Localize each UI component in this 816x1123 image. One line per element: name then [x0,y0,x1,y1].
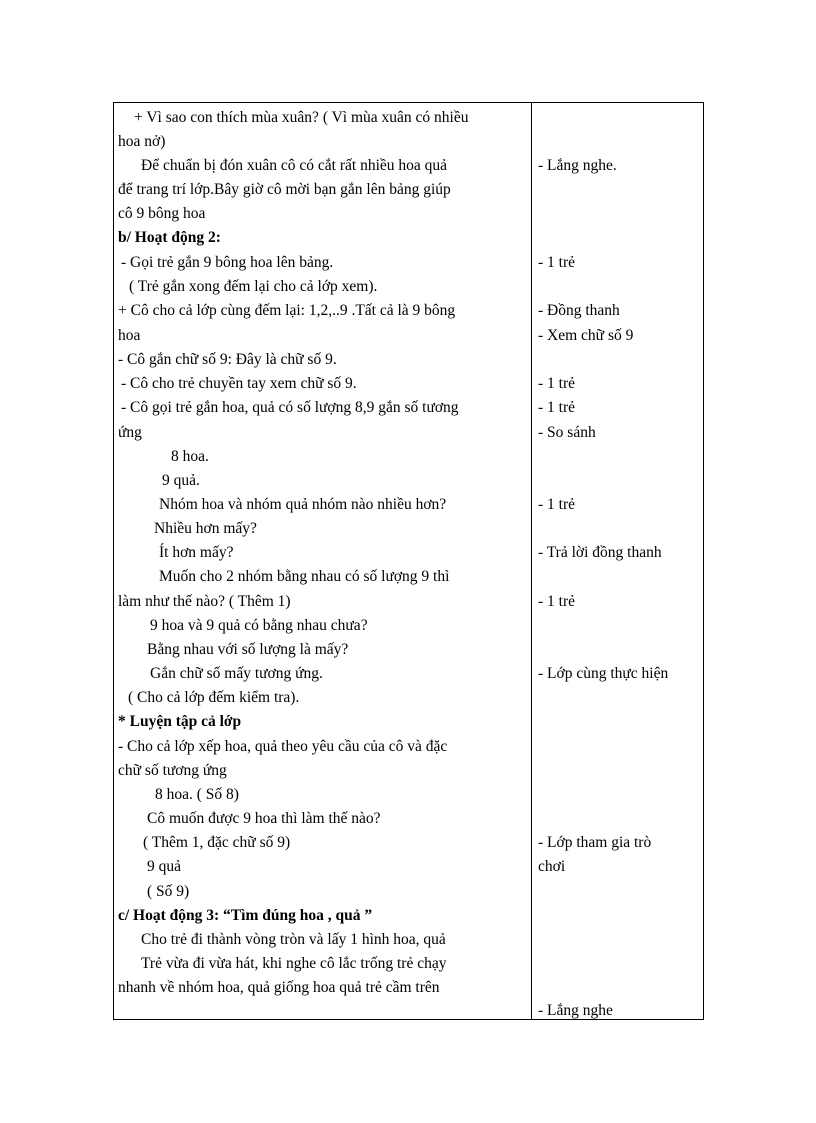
response-line: - So sánh [538,424,596,441]
text-line: Gắn chữ số mấy tương ứng. [150,665,323,682]
text-line: nhanh về nhóm hoa, quả giống hoa quả trẻ cầm trên [118,979,440,996]
response-line: - Lớp tham gia trò [538,834,652,851]
response-line: - Xem chữ số 9 [538,327,634,344]
text-line: Cô muốn được 9 hoa thì làm thế nào? [147,810,381,827]
response-line: - 1 trẻ [538,375,576,392]
text-line: 9 quả [147,858,182,875]
text-line: Trẻ vừa đi vừa hát, khi nghe cô lắc trống trẻ chạy [141,955,447,972]
text-line: ứng [118,424,142,441]
response-line: - Trả lời đồng thanh [538,544,662,561]
response-line: - 1 trẻ [538,254,576,271]
section-heading: b/ Hoạt động 2: [118,229,221,246]
text-line: - Cho cả lớp xếp hoa, quả theo yêu cầu của cô và đặc [118,738,448,755]
text-line: + Cô cho cả lớp cùng đếm lại: 1,2,..9 .Tất cả là 9 bông [118,302,456,319]
text-line: Ít hơn mấy? [159,544,234,561]
text-line: ( Trẻ gắn xong đếm lại cho cả lớp xem). [129,278,378,295]
text-line: Bằng nhau với số lượng là mấy? [147,641,349,658]
response-line: - 1 trẻ [538,399,576,416]
text-line: Để chuẩn bị đón xuân cô có cắt rất nhiều hoa quả [141,157,448,174]
response-line: - 1 trẻ [538,496,576,513]
section-heading: c/ Hoạt động 3: “Tìm đúng hoa , quả ” [118,907,373,924]
text-line: 8 hoa. [171,448,209,465]
text-line: làm như thế nào? ( Thêm 1) [118,593,291,610]
text-line: ( Số 9) [147,883,190,900]
text-line: ( Thêm 1, đặc chữ số 9) [143,834,291,851]
text-line: 9 hoa và 9 quả có bằng nhau chưa? [150,617,368,634]
response-line: - Lắng nghe [538,1002,613,1019]
text-line: ( Cho cả lớp đếm kiểm tra). [128,689,300,706]
section-heading: * Luyện tập cả lớp [118,713,242,730]
column-divider [531,102,532,1020]
response-line: - 1 trẻ [538,593,576,610]
response-line: - Lớp cùng thực hiện [538,665,669,682]
text-line: Nhóm hoa và nhóm quả nhóm nào nhiều hơn? [159,496,447,513]
text-line: - Cô gắn chữ số 9: Đây là chữ số 9. [118,351,337,368]
text-line: - Cô cho trẻ chuyền tay xem chữ số 9. [121,375,357,392]
text-line: hoa [118,327,141,344]
response-line: - Lắng nghe. [538,157,617,174]
text-line: Nhiều hơn mấy? [154,520,257,537]
response-line: - Đồng thanh [538,302,620,319]
text-line: - Gọi trẻ gắn 9 bông hoa lên bảng. [121,254,334,271]
text-line: 8 hoa. ( Số 8) [155,786,239,803]
text-line: Cho trẻ đi thành vòng tròn và lấy 1 hình hoa, quả [141,931,446,948]
text-line: 9 quả. [162,472,200,489]
text-line: hoa nở) [118,133,166,150]
text-line: chữ số tương ứng [118,762,227,779]
text-line: để trang trí lớp.Bây giờ cô mời bạn gắn lên bảng giúp [118,181,451,198]
text-line: + Vì sao con thích mùa xuân? ( Vì mùa xuân có nhiều [134,109,469,126]
response-line: chơi [538,858,566,875]
text-line: - Cô gọi trẻ gắn hoa, quả có số lượng 8,9 gắn số tương [121,399,459,416]
text-line: Muốn cho 2 nhóm bằng nhau có số lượng 9 thì [159,568,450,585]
text-line: cô 9 bông hoa [118,205,206,222]
